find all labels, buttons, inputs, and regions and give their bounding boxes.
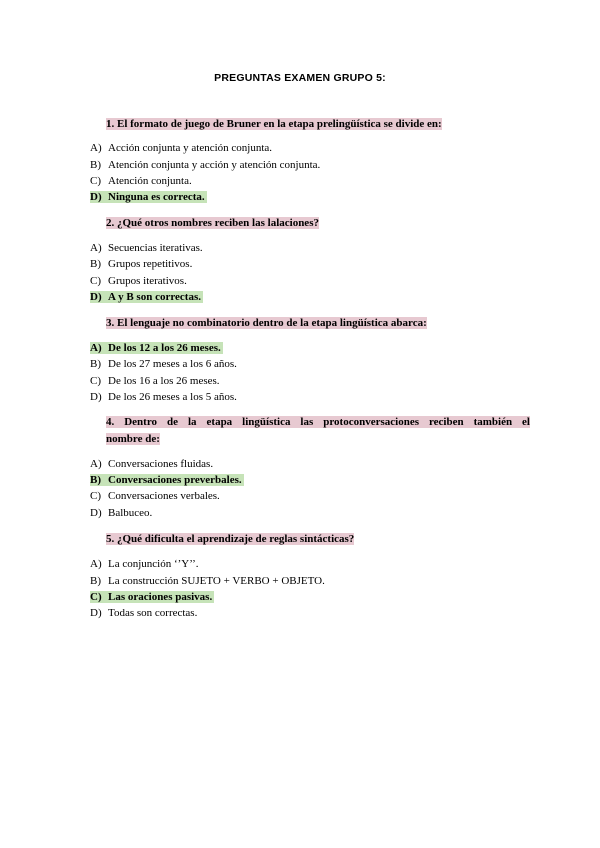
question-1-text: 1. El formato de juego de Bruner en la etapa prelingüística se divide en: [106, 118, 442, 130]
q5-option-c-correct: C) Las oraciones pasivas. [90, 591, 213, 603]
q3-option-d: D) De los 26 meses a los 5 años. [90, 391, 237, 403]
question-1 [106, 116, 530, 133]
q2-option-b: B) Grupos repetitivos. [90, 258, 193, 270]
question-3-text: 3. El lenguaje no combinatorio dentro de la etapa lingüística abarca: [106, 317, 427, 329]
question-2-text: 2. ¿Qué otros nombres reciben las lalaciones? [106, 217, 319, 229]
question-2 [106, 215, 530, 232]
q4-option-b-correct: B) Conversaciones preverbales. [90, 474, 242, 486]
q4-option-c: C) Conversaciones verbales. [90, 490, 220, 502]
q3-option-b: B) De los 27 meses a los 6 años. [90, 358, 237, 370]
q1-option-b: B) Atención conjunta y acción y atención conjunta. [90, 159, 321, 171]
page-title: PREGUNTAS EXAMEN GRUPO 5: [214, 72, 386, 84]
q1-option-d-correct: D) Ninguna es correcta. [90, 191, 205, 203]
q2-option-a: A) Secuencias iterativas. [90, 242, 203, 254]
q5-option-d: D) Todas son correctas. [90, 607, 198, 619]
question-4-text-line2: nombre de: [106, 433, 160, 445]
question-5-text: 5. ¿Qué dificulta el aprendizaje de reglas sintácticas? [106, 533, 355, 545]
question-3 [106, 315, 530, 332]
q4-option-d: D) Balbuceo. [90, 507, 153, 519]
question-4 [106, 414, 530, 448]
q1-option-a: A) Acción conjunta y atención conjunta. [90, 142, 273, 154]
q2-option-d-correct: D) A y B son correctas. [90, 291, 201, 303]
q3-option-a-correct: A) De los 12 a los 26 meses. [90, 342, 221, 354]
question-4-text-line1: 4. Dentro de la etapa lingüística las protoconversaciones reciben también el [106, 416, 530, 428]
q3-option-c: C) De los 16 a los 26 meses. [90, 375, 220, 387]
q5-option-a: A) La conjunción ‘’Y’’. [90, 558, 199, 570]
q1-option-c: C) Atención conjunta. [90, 175, 192, 187]
q5-option-b: B) La construcción SUJETO + VERBO + OBJETO. [90, 575, 325, 587]
q2-option-c: C) Grupos iterativos. [90, 275, 187, 287]
q4-option-a: A) Conversaciones fluidas. [90, 458, 214, 470]
question-5 [106, 531, 530, 548]
